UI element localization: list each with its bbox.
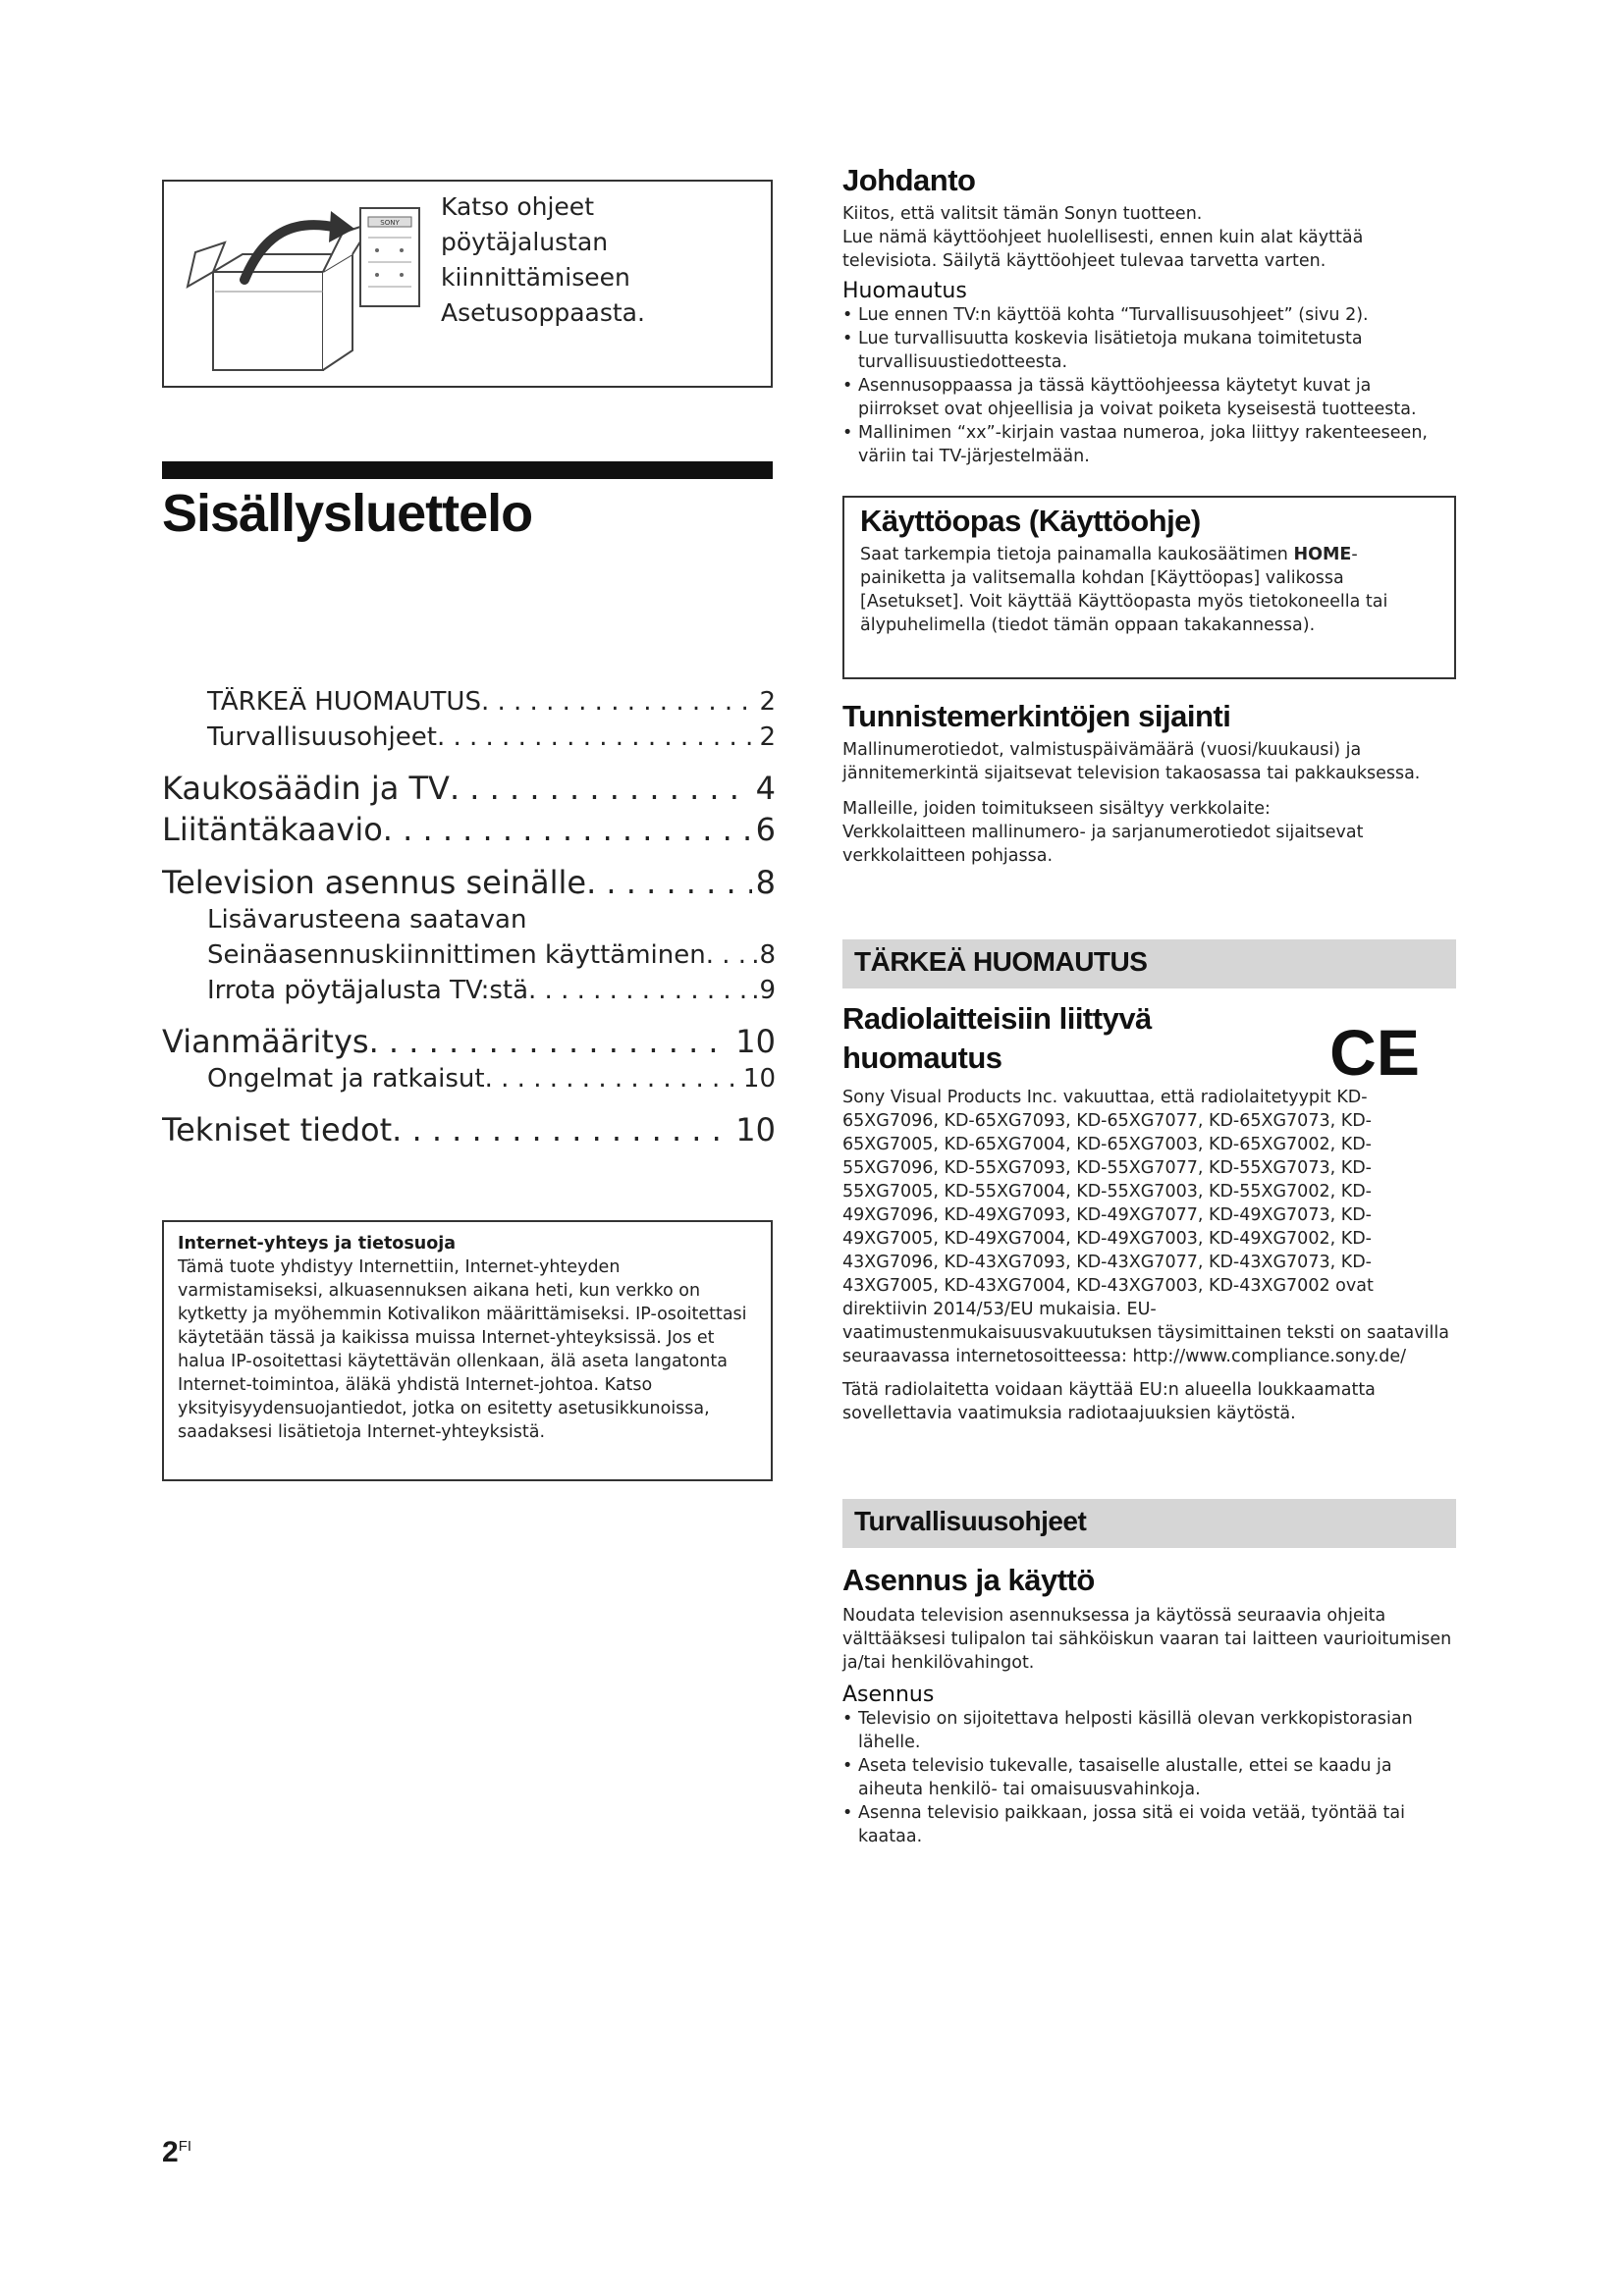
page-language-code: FI [178,2138,192,2155]
radio-heading-line1: Radiolaitteisiin liittyvä [842,1001,1152,1036]
toc-item-liitantakaavio[interactable] [162,811,776,852]
list-item: • Aseta televisio tukevalle, tasaiselle alustalle, ettei se kaadu ja aiheuta henkilö- tai omaisuusvahinkoja. [842,1754,1456,1801]
kayttoopas-heading: Käyttöopas (Käyttöohje) [860,504,1201,538]
kayttoopas-text-after: -painiketta ja valitsemalla kohdan [Käyttöopas] valikossa [Asetukset]. Voit käyttää Käyttöopasta myös tietokoneella tai älypuhelimella (tiedot tämän oppaan takakannessa). [860,545,1388,635]
toc-title: Sisällysluettelo [162,484,533,543]
toc-item-page: 10 [735,1111,776,1148]
page-number-value: 2 [162,2136,179,2168]
ce-mark-icon [1321,1021,1429,1082]
toc-item-label: Irrota pöytäjalusta TV:stä [207,976,529,1005]
toc-item-label: Turvallisuusohjeet [207,722,437,752]
toc-item-page: .8 [751,940,776,970]
toc-item-label: Liitäntäkaavio [162,811,383,848]
asennus-kaytto-section [842,1563,1456,1848]
list-item: • Asennusoppaassa ja tässä käyttöohjeessa käytetyt kuvat ja piirrokset ovat ohjeellisia ja voivat poiketa kyseisestä tuotteesta. [842,374,1456,421]
list-item: • Mallinimen “xx”-kirjain vastaa numeroa, joka liittyy rakenteeseen, väriin tai TV-järjestelmään. [842,421,1456,468]
tunniste-p1: Mallinumerotiedot, valmistuspäivämäärä (vuosi/kuukausi) ja jännitemerkintä sijaitsevat television takaosassa tai pakkauksessa. [842,740,1421,783]
huomautus-heading: Huomautus [842,279,967,303]
toc-item-page: 6 [755,811,776,848]
toc-item-irrota-poytajalusta[interactable] [162,976,776,1011]
toc-item-seinaasennuskiinnitin[interactable] [162,940,776,976]
kayttoopas-text-before: Saat tarkempia tietoja painamalla kaukosäätimen [860,545,1294,564]
toc-item-tekniset-tiedot[interactable] [162,1111,776,1152]
johdanto-section [842,163,1456,468]
turvallisuusohjeet-banner: Turvallisuusohjeet [842,1499,1456,1548]
toc-item-page: 2 [759,722,776,752]
toc-item-page: 4 [755,770,776,807]
toc-item-seinaasennus[interactable] [162,864,776,905]
radio-heading-block [842,1001,1304,1076]
huomautus-list [842,303,1456,468]
toc-item-page: 2 [759,687,776,717]
toc-item-label: TÄRKEÄ HUOMAUTUS [207,687,481,717]
tunniste-heading: Tunnistemerkintöjen sijainti [842,699,1231,733]
toc-item-label: Vianmääritys [162,1023,369,1060]
list-item: • Televisio on sijoitettava helposti käsillä olevan verkkopistorasian lähelle. [842,1707,1456,1754]
manual-brand-text: SONY [380,219,400,227]
toc-item-label: Television asennus seinälle [162,864,587,901]
asennus-list [842,1707,1456,1848]
radio-declaration: Sony Visual Products Inc. vakuuttaa, että radiolaitetyypit KD-65XG7096, KD-65XG7093, KD-65XG7077, KD-65XG7073, KD-65XG7005, KD-65XG7004, KD-65XG7003, KD-65XG7002, KD-55XG7096, KD-55XG7093, KD-55XG7077, KD-55XG7073, KD-55XG7005, KD-55XG7004, KD-55XG7003, KD-55XG7002, KD-49XG7096, KD-49XG7093, KD-49XG7077, KD-49XG7073, KD-49XG7005, KD-49XG7004, KD-49XG7003, KD-49XG7002, KD-43XG7096, KD-43XG7093, KD-43XG7077, KD-43XG7073, KD-43XG7005, KD-43XG7004, KD-43XG7003, KD-43XG7002 ovat direktiivin 2014/53/EU mukaisia. EU-vaatimustenmukaisuusvakuutuksen täysimittainen teksti on saatavilla seuraavassa internetosoitteessa: http://www.compliance.sony.de/ [842,1088,1449,1366]
radio-eu-usage: Tätä radiolaitetta voidaan käyttää EU:n alueella loukkaamatta sovellettavia vaatimuksia radiotaajuuksien käytöstä. [842,1380,1376,1423]
ce-mark-text: CE [1329,1021,1420,1082]
toc-item-page: 10 [735,1023,776,1060]
toc-item-page: .9 [751,976,776,1005]
toc-item-ongelmat[interactable] [162,1064,776,1099]
johdanto-heading: Johdanto [842,163,976,197]
toc-item-page: 8 [755,864,776,901]
asennus-kaytto-heading: Asennus ja käyttö [842,1563,1095,1597]
tunniste-p3: Verkkolaitteen mallinumero- ja sarjanumerotiedot sijaitsevat verkkolaitteen pohjassa. [842,823,1364,866]
toc-item-page: 10 [742,1064,776,1094]
radio-section [842,1086,1456,1425]
toc-item-label: Seinäasennuskiinnittimen käyttäminen [207,940,706,970]
tunniste-p2: Malleille, joiden toimitukseen sisältyy verkkolaite: [842,799,1271,819]
toc-item-vianmaaritys[interactable] [162,1023,776,1064]
toc-title-bar [162,461,773,479]
johdanto-line-1: Kiitos, että valitsit tämän Sonyn tuotteen. [842,204,1203,224]
kayttoopas-box [842,496,1456,679]
tv-box-manual-illustration [176,193,431,380]
internet-privacy-box [162,1220,773,1481]
internet-privacy-heading: Internet-yhteys ja tietosuoja [178,1234,457,1254]
home-button-label: HOME [1293,545,1352,564]
tunniste-section [842,699,1456,868]
list-item: • Lue turvallisuutta koskevia lisätietoja mukana toimitetusta turvallisuustiedotteesta. [842,327,1456,374]
radio-heading-line2: huomautus [842,1041,1002,1075]
toc-item-label: Tekniset tiedot [162,1111,393,1148]
asennus-heading: Asennus [842,1682,935,1707]
asennus-kaytto-intro: Noudata television asennuksessa ja käytössä seuraavia ohjeita välttääksesi tulipalon tai sähköiskun vaaran tai laitteen vaurioitumisen ja/tai henkilövahingot. [842,1606,1452,1673]
page-number [162,2136,191,2169]
toc-item-label-line1: Lisävarusteena saatavan [207,905,527,934]
toc-item-tarkea-huomautus[interactable] [162,687,776,722]
toc-item-label: Ongelmat ja ratkaisut [207,1064,485,1094]
stand-instructions-box [162,180,773,388]
list-item: • Asenna televisio paikkaan, jossa sitä ei voida vetää, työntää tai kaataa. [842,1801,1456,1848]
table-of-contents [162,687,776,1152]
toc-item-turvallisuusohjeet[interactable] [162,722,776,758]
toc-item-kaukosaadin[interactable] [162,770,776,811]
list-item: • Lue ennen TV:n käyttöä kohta “Turvallisuusohjeet” (sivu 2). [842,303,1456,327]
stand-instructions-text: Katso ohjeet pöytäjalustan kiinnittämiseen Asetusoppaasta. [441,192,645,327]
johdanto-line-2: Lue nämä käyttöohjeet huolellisesti, ennen kuin alat käyttää televisiota. Säilytä käyttöohjeet tulevaa tarvetta varten. [842,228,1364,271]
tarkea-huomautus-banner: TÄRKEÄ HUOMAUTUS [842,939,1456,988]
kayttoopas-text [860,543,1438,637]
internet-privacy-body: Tämä tuote yhdistyy Internettiin, Internet-yhteyden varmistamiseksi, alkuasennuksen aikana heti, kun verkko on kytketty ja myöhemmin Kotivalikon määrittämiseksi. IP-osoitettasi käytetään tässä ja kaikissa muissa Internet-yhteyksissä. Jos et halua IP-osoitettasi käytettävän ollenkaan, älä aseta langatonta Internet-toimintoa, äläkä yhdistä Internet-johtoa. Katso yksityisyydensuojantiedot, jotka on esitetty asetusikkunoissa, saadaksesi lisätietoja Internet-yhteyksistä. [178,1257,747,1442]
toc-item-label: Kaukosäädin ja TV [162,770,450,807]
